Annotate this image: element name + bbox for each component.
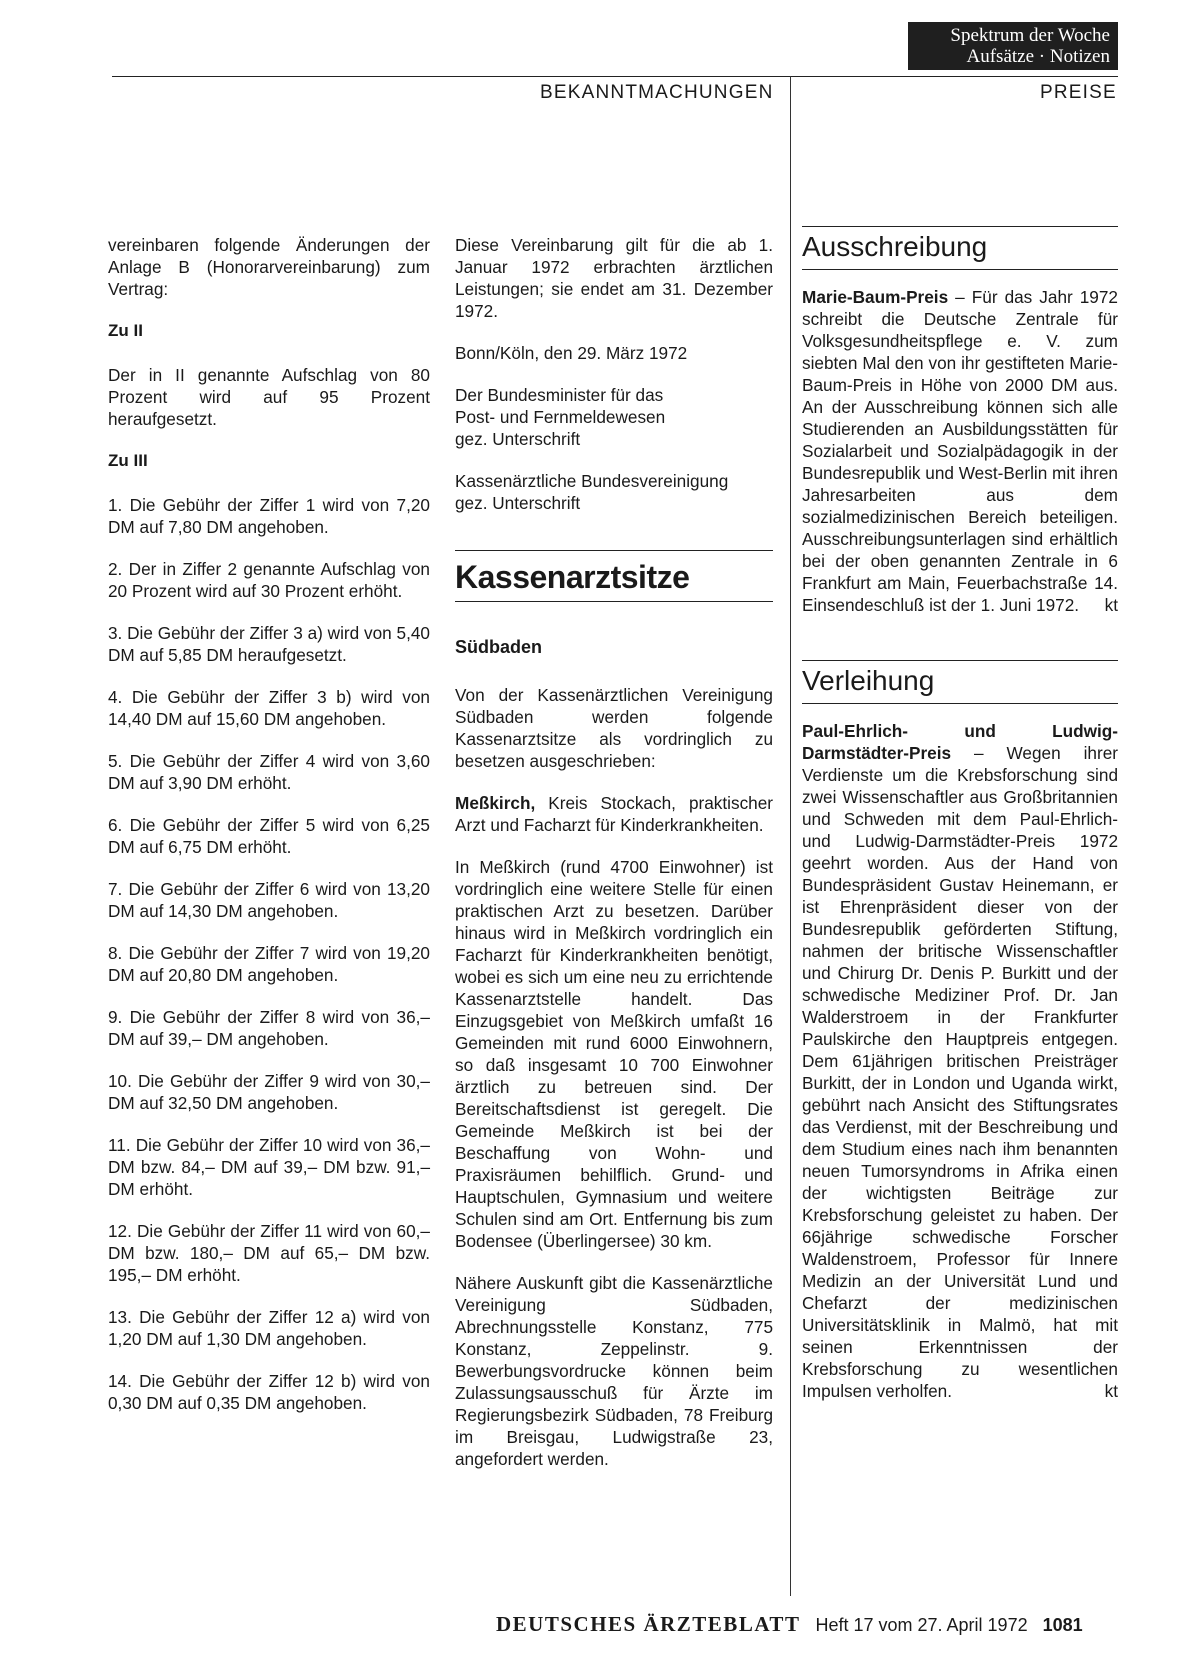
marie-baum-label: Marie-Baum-Preis <box>802 287 949 307</box>
list-item: 9. Die Gebühr der Ziffer 8 wird von 36,– DM auf 39,– DM angehoben. <box>108 1007 430 1049</box>
verleihung-rule-top <box>802 660 1118 661</box>
column-2 <box>455 234 773 1490</box>
list-item: 7. Die Gebühr der Ziffer 6 wird von 13,20 DM auf 14,30 DM angehoben. <box>108 879 430 921</box>
zu-ii-text: Der in II genannte Aufschlag von 80 Prozent wird auf 95 Prozent heraufgesetzt. <box>108 365 430 429</box>
contact-paragraph: Nähere Auskunft gibt die Kassenärztliche Vereinigung Südbaden, Abrechnungsstelle Konstanz, 775 Konstanz, Zeppelinstr. 9. Bewerbungsvordrucke können beim Zulassungsausschuß für Ärzte im Regierungsbezirk Südbaden, 78 Freiburg im Breisgau, Ludwigstraße 23, angefordert werden. <box>455 1273 773 1469</box>
marie-baum-text: – Für das Jahr 1972 schreibt die Deutsche Zentrale für Volksgesundheitspflege e. V. zum siebten Mal den von ihr gestifteten Marie-Baum-Preis in Höhe von 2000 DM aus. An der Ausschreibung können sich alle Studierenden an Ausbildungsstätten für Sozialarbeit und Sozialpädagogik in der Bundesrepublik und West-Berlin mit ihren Jahresarbeiten aus dem sozialmedizinischen Bereich beteiligen. Ausschreibungsunterlagen sind erhältlich bei der oben genannten Zentrale in 6 Frankfurt am Main, Feuerbachstraße 14. Einsendeschluß ist der 1. Juni 1972. <box>802 287 1118 615</box>
intro-paragraph: vereinbaren folgende Änderungen der Anlage B (Honorarvereinbarung) zum Vertrag: <box>108 235 430 299</box>
list-item: 6. Die Gebühr der Ziffer 5 wird von 6,25 DM auf 6,75 DM erhöht. <box>108 815 430 857</box>
section-label-preise: PREISE <box>1040 82 1117 103</box>
list-item: 1. Die Gebühr der Ziffer 1 wird von 7,20 DM auf 7,80 DM angehoben. <box>108 495 430 537</box>
badge-line-1: Spektrum der Woche <box>950 25 1110 46</box>
verleihung-rule-bottom <box>802 703 1118 704</box>
list-item: 11. Die Gebühr der Ziffer 10 wird von 36,– DM bzw. 84,– DM auf 39,– DM bzw. 91,– DM erhöht. <box>108 1135 430 1199</box>
header-rule <box>112 76 1118 77</box>
details-paragraph: In Meßkirch (rund 4700 Einwohner) ist vordringlich eine weitere Stelle für einen praktischen Arzt zu besetzen. Darüber hinaus wird in Meßkirch vordringlich ein Facharzt für Kinderkrankheiten benötigt, wobei es sich um eine neu zu errichtende Kassenarztstelle handelt. Das Einzugsgebiet von Meßkirch umfaßt 16 Gemeinden mit rund 6000 Einwohnern, so daß insgesamt 10 700 Einwohner ärztlich zu betreuen sind. Der Bereitschaftsdienst ist geregelt. Die Gemeinde Meßkirch ist bei der Beschaffung von Wohn- und Praxisräumen behilflich. Grund- und Hauptschulen, Gymnasium und weitere Schulen sind am Ort. Entfernung bis zum Bodensee (Überlingersee) 30 km. <box>455 857 773 1251</box>
page-number: 1081 <box>1042 1615 1083 1635</box>
validity-paragraph: Diese Vereinbarung gilt für die ab 1. Januar 1972 erbrachten ärztlichen Leistungen; sie endet am 31. Dezember 1972. <box>455 235 773 321</box>
ehrlich-text: – Wegen ihrer Verdienste um die Krebsforschung sind zwei Wissenschaftler aus Großbritannien und Schweden mit dem Paul-Ehrlich- und Ludwig-Darmstädter-Preis 1972 geehrt worden. Aus der Hand von Bundespräsident Gustav Heinemann, er ist Ehrenpräsident dieser von der Bundesrepublik geförderten Stiftung, nahmen der britische Wissenschaftler und Chirurg Dr. Denis P. Burkitt und der schwedische Mediziner Prof. Dr. Jan Walderstroem in der Frankfurter Paulskirche den Hauptpreis entgegen. Dem 61jährigen britischen Preisträger Burkitt, der in London und Uganda wirkt, gebührt nach Ansicht des Stiftungsrates das Verdienst, mit der Beschreibung und dem Studium eines nach ihm benannten neuen Tumorsyndroms in Afrika einen der wichtigsten Beiträge zur Krebsforschung geleistet zu haben. Der 66jährige schwedische Forscher Waldenstroem, Professor für Innere Medizin an der Universität Lund und Chefarzt der medizinischen Universitätsklinik in Malmö, hat mit seinen Erkenntnissen der Krebsforschung zu wesentlichen Impulsen verholfen. <box>802 743 1118 1401</box>
ausschreibung-title: Ausschreibung <box>802 231 988 262</box>
list-item: 13. Die Gebühr der Ziffer 12 a) wird von 1,20 DM auf 1,30 DM angehoben. <box>108 1307 430 1349</box>
issue-info: Heft 17 vom 27. April 1972 <box>815 1615 1028 1635</box>
verleihung-title: Verleihung <box>802 665 935 696</box>
kbv-signature <box>455 470 773 514</box>
minister-line-1: Der Bundesminister für das <box>455 385 664 405</box>
zu-ii-heading: Zu II <box>108 321 143 340</box>
messkirch-label: Meßkirch, <box>455 793 536 813</box>
kass-rule-bottom <box>455 601 773 602</box>
suedbaden-subheading: Südbaden <box>455 637 543 657</box>
list-item: 2. Der in Ziffer 2 genannte Aufschlag von 20 Prozent wird auf 30 Prozent erhöht. <box>108 559 430 601</box>
signoff: kt <box>1104 1381 1118 1401</box>
intro-paragraph: Von der Kassenärztlichen Vereinigung Südbaden werden folgende Kassenarztsitze als vordringlich zu besetzen ausgeschrieben: <box>455 685 773 771</box>
page-footer <box>496 1612 1083 1637</box>
list-item: 5. Die Gebühr der Ziffer 4 wird von 3,60 DM auf 3,90 DM erhöht. <box>108 751 430 793</box>
place-date: Bonn/Köln, den 29. März 1972 <box>455 343 688 363</box>
badge-line-2: Aufsätze · Notizen <box>966 46 1110 67</box>
section-badge <box>908 22 1118 70</box>
messkirch-paragraph <box>455 792 773 836</box>
ehrlich-label: Paul-Ehrlich- und Ludwig-Darmstädter-Preis <box>802 721 1118 763</box>
kbv-line-2: gez. Unterschrift <box>455 493 581 513</box>
ehrlich-paragraph <box>802 720 1118 1402</box>
minister-line-2: Post- und Fernmeldewesen <box>455 407 666 427</box>
section-label-bekanntmachungen: BEKANNTMACHUNGEN <box>540 82 774 103</box>
minister-signature <box>455 384 773 450</box>
list-item: 8. Die Gebühr der Ziffer 7 wird von 19,20 DM auf 20,80 DM angehoben. <box>108 943 430 985</box>
list-item: 14. Die Gebühr der Ziffer 12 b) wird von 0,30 DM auf 0,35 DM angehoben. <box>108 1371 430 1413</box>
column-divider <box>790 76 791 1596</box>
list-item: 4. Die Gebühr der Ziffer 3 b) wird von 14,40 DM auf 15,60 DM angehoben. <box>108 687 430 729</box>
kass-rule-top <box>455 550 773 551</box>
zu-iii-heading: Zu III <box>108 451 148 470</box>
ausschreibung-rule-top <box>802 226 1118 227</box>
minister-line-3: gez. Unterschrift <box>455 429 581 449</box>
messkirch-text: Kreis Stockach, praktischer Arzt und Facharzt für Kinderkrankheiten. <box>455 793 773 835</box>
column-1 <box>108 234 430 1434</box>
list-item: 3. Die Gebühr der Ziffer 3 a) wird von 5,40 DM auf 5,85 DM heraufgesetzt. <box>108 623 430 665</box>
list-item: 10. Die Gebühr der Ziffer 9 wird von 30,– DM auf 32,50 DM angehoben. <box>108 1071 430 1113</box>
kassenarztsitze-title: Kassenarztsitze <box>455 559 690 595</box>
marie-baum-paragraph <box>802 286 1118 616</box>
magazine-name: DEUTSCHES ÄRZTEBLATT <box>496 1612 801 1636</box>
kbv-line-1: Kassenärztliche Bundesvereinigung <box>455 471 729 491</box>
list-item: 12. Die Gebühr der Ziffer 11 wird von 60,– DM bzw. 180,– DM auf 65,– DM bzw. 195,– DM erhöht. <box>108 1221 430 1285</box>
ausschreibung-rule-bottom <box>802 269 1118 270</box>
column-3 <box>802 231 1118 1422</box>
signoff: kt <box>1104 595 1118 615</box>
